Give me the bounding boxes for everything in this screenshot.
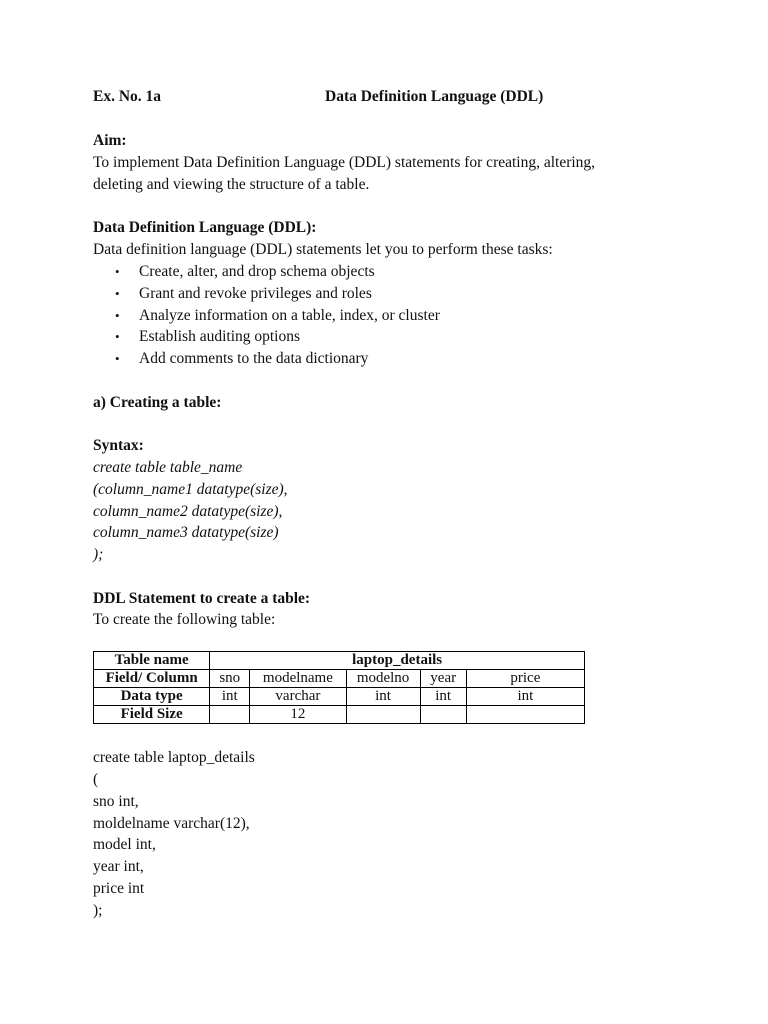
syntax-line: ); <box>93 546 104 563</box>
bullet-icon: • <box>115 308 120 323</box>
bullet-icon: • <box>115 264 120 279</box>
table-row <box>94 670 585 688</box>
syntax-line: create table table_name <box>93 459 243 476</box>
statement-heading: DDL Statement to create a table: <box>93 590 311 607</box>
bullet-icon: • <box>115 351 120 366</box>
table-cell: int <box>346 688 420 706</box>
table-cell: laptop_details <box>210 652 585 670</box>
statement-intro: To create the following table: <box>93 611 276 628</box>
table-cell: int <box>420 688 466 706</box>
code-line: ( <box>93 771 99 788</box>
table-cell: varchar <box>250 688 346 706</box>
table-cell: sno <box>210 670 250 688</box>
syntax-line: column_name3 datatype(size) <box>93 524 279 541</box>
table-cell: modelno <box>346 670 420 688</box>
bullet-text: Establish auditing options <box>139 328 301 345</box>
table-cell: 12 <box>250 706 346 724</box>
code-line: moldelname varchar(12), <box>93 815 250 832</box>
table-cell: year <box>420 670 466 688</box>
aim-heading: Aim: <box>93 132 127 149</box>
syntax-line: (column_name1 datatype(size), <box>93 481 288 498</box>
table-row <box>94 652 585 670</box>
bullet-icon: • <box>115 329 120 344</box>
code-line: year int, <box>93 858 144 875</box>
bullet-text: Add comments to the data dictionary <box>139 350 369 367</box>
table-cell: int <box>466 688 584 706</box>
table-cell <box>466 706 584 724</box>
code-line: sno int, <box>93 793 139 810</box>
aim-text-line: To implement Data Definition Language (DDL) statements for creating, altering, <box>93 154 596 171</box>
ddl-intro: Data definition language (DDL) statements let you to perform these tasks: <box>93 241 553 258</box>
table-row <box>94 688 585 706</box>
exercise-number: Ex. No. 1a <box>93 88 162 105</box>
syntax-heading: Syntax: <box>93 437 144 454</box>
table-cell: price <box>466 670 584 688</box>
aim-text-line: deleting and viewing the structure of a table. <box>93 176 370 193</box>
code-line: model int, <box>93 836 156 853</box>
ddl-heading: Data Definition Language (DDL): <box>93 219 317 236</box>
table-row <box>94 706 585 724</box>
table-cell <box>210 706 250 724</box>
document-title: Data Definition Language (DDL) <box>325 88 544 105</box>
bullet-text: Grant and revoke privileges and roles <box>139 285 372 302</box>
laptop-details-table <box>93 651 585 724</box>
syntax-line: column_name2 datatype(size), <box>93 503 283 520</box>
table-cell <box>420 706 466 724</box>
code-line: price int <box>93 880 145 897</box>
bullet-text: Create, alter, and drop schema objects <box>139 263 375 280</box>
bullet-text: Analyze information on a table, index, or cluster <box>139 307 440 324</box>
table-cell: int <box>210 688 250 706</box>
table-cell: Data type <box>94 688 210 706</box>
table-cell: Field Size <box>94 706 210 724</box>
table-cell: modelname <box>250 670 346 688</box>
table-cell: Table name <box>94 652 210 670</box>
bullet-icon: • <box>115 286 120 301</box>
code-line: ); <box>93 902 103 919</box>
section-a-heading: a) Creating a table: <box>93 394 222 411</box>
code-line: create table laptop_details <box>93 749 255 766</box>
table-cell: Field/ Column <box>94 670 210 688</box>
table-cell <box>346 706 420 724</box>
